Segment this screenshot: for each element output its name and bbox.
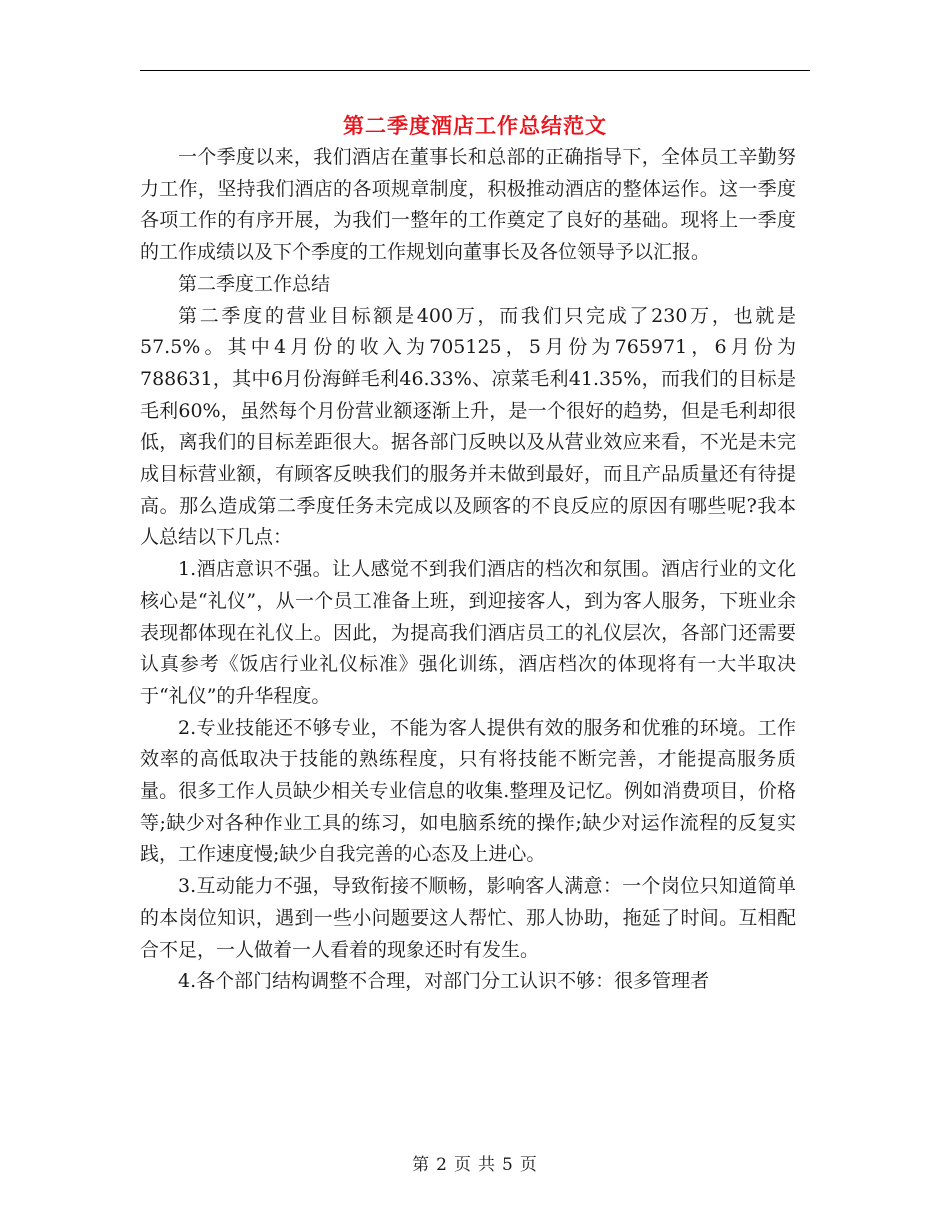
paragraph-point-1: 1.酒店意识不强。让人感觉不到我们酒店的档次和氛围。酒店行业的文化核心是“礼仪”，从一个员工准备上班，到迎接客人，到为客人服务，下班业余表现都体现在礼仪上。因此，为提高我们酒店员工的礼仪层次，各部门还需要认真参考《饭店行业礼仪标准》强化训练，酒店档次的体现将有一大半取决于“礼仪”的升华程度。 bbox=[140, 558, 796, 707]
footer-page-word: 页 bbox=[454, 1155, 472, 1175]
footer-total-pages: 5 bbox=[502, 1155, 514, 1175]
footer-total-word: 共 bbox=[478, 1155, 496, 1175]
paragraph-point-4: 4.各个部门结构调整不合理，对部门分工认识不够：很多管理者 bbox=[178, 970, 710, 993]
document-title: 第二季度酒店工作总结范文 bbox=[343, 113, 607, 138]
footer-current-page: 2 bbox=[436, 1155, 448, 1175]
document-body bbox=[140, 142, 796, 998]
footer-prefix: 第 bbox=[412, 1155, 431, 1175]
footer-suffix: 页 bbox=[519, 1155, 538, 1175]
header-rule bbox=[140, 70, 810, 71]
page-footer bbox=[0, 1150, 950, 1180]
paragraph-intro: 一个季度以来，我们酒店在董事长和总部的正确指导下，全体员工辛勤努力工作，坚持我们酒店的各项规章制度，积极推动酒店的整体运作。这一季度各项工作的有序开展，为我们一整年的工作奠定了良好的基础。现将上一季度的工作成绩以及下个季度的工作规划向董事长及各位领导予以汇报。 bbox=[140, 146, 796, 264]
paragraph-revenue: 第二季度的营业目标额是400万，而我们只完成了230万，也就是57.5%。其中4月份的收入为705125，5月份为765971，6月份为788631，其中6月份海鲜毛利46.33%、凉菜毛利41.35%，而我们的目标是毛利60%，虽然每个月份营业额逐渐上升，是一个很好的趋势，但是毛利却很低，离我们的目标差距很大。据各部门反映以及从营业效应来看，不光是未完成目标营业额，有顾客反映我们的服务并未做到最好，而且产品质量还有待提高。那么造成第二季度任务未完成以及顾客的不良反应的原因有哪些呢?我本人总结以下几点： bbox=[140, 304, 796, 549]
paragraph-point-2: 2.专业技能还不够专业，不能为客人提供有效的服务和优雅的环境。工作效率的高低取决于技能的熟练程度，只有将技能不断完善，才能提高服务质量。很多工作人员缺少相关专业信息的收集.整理及记忆。例如消费项目，价格等;缺少对各种作业工具的练习，如电脑系统的操作;缺少对运作流程的反复实践，工作速度慢;缺少自我完善的心态及上进心。 bbox=[140, 716, 796, 866]
section-heading: 第二季度工作总结 bbox=[178, 272, 331, 295]
paragraph-point-3: 3.互动能力不强，导致衔接不顺畅，影响客人满意：一个岗位只知道简单的本岗位知识，遇到一些小问题要这人帮忙、那人协助，拖延了时间。互相配合不足，一人做着一人看着的现象还时有发生。 bbox=[140, 875, 796, 961]
